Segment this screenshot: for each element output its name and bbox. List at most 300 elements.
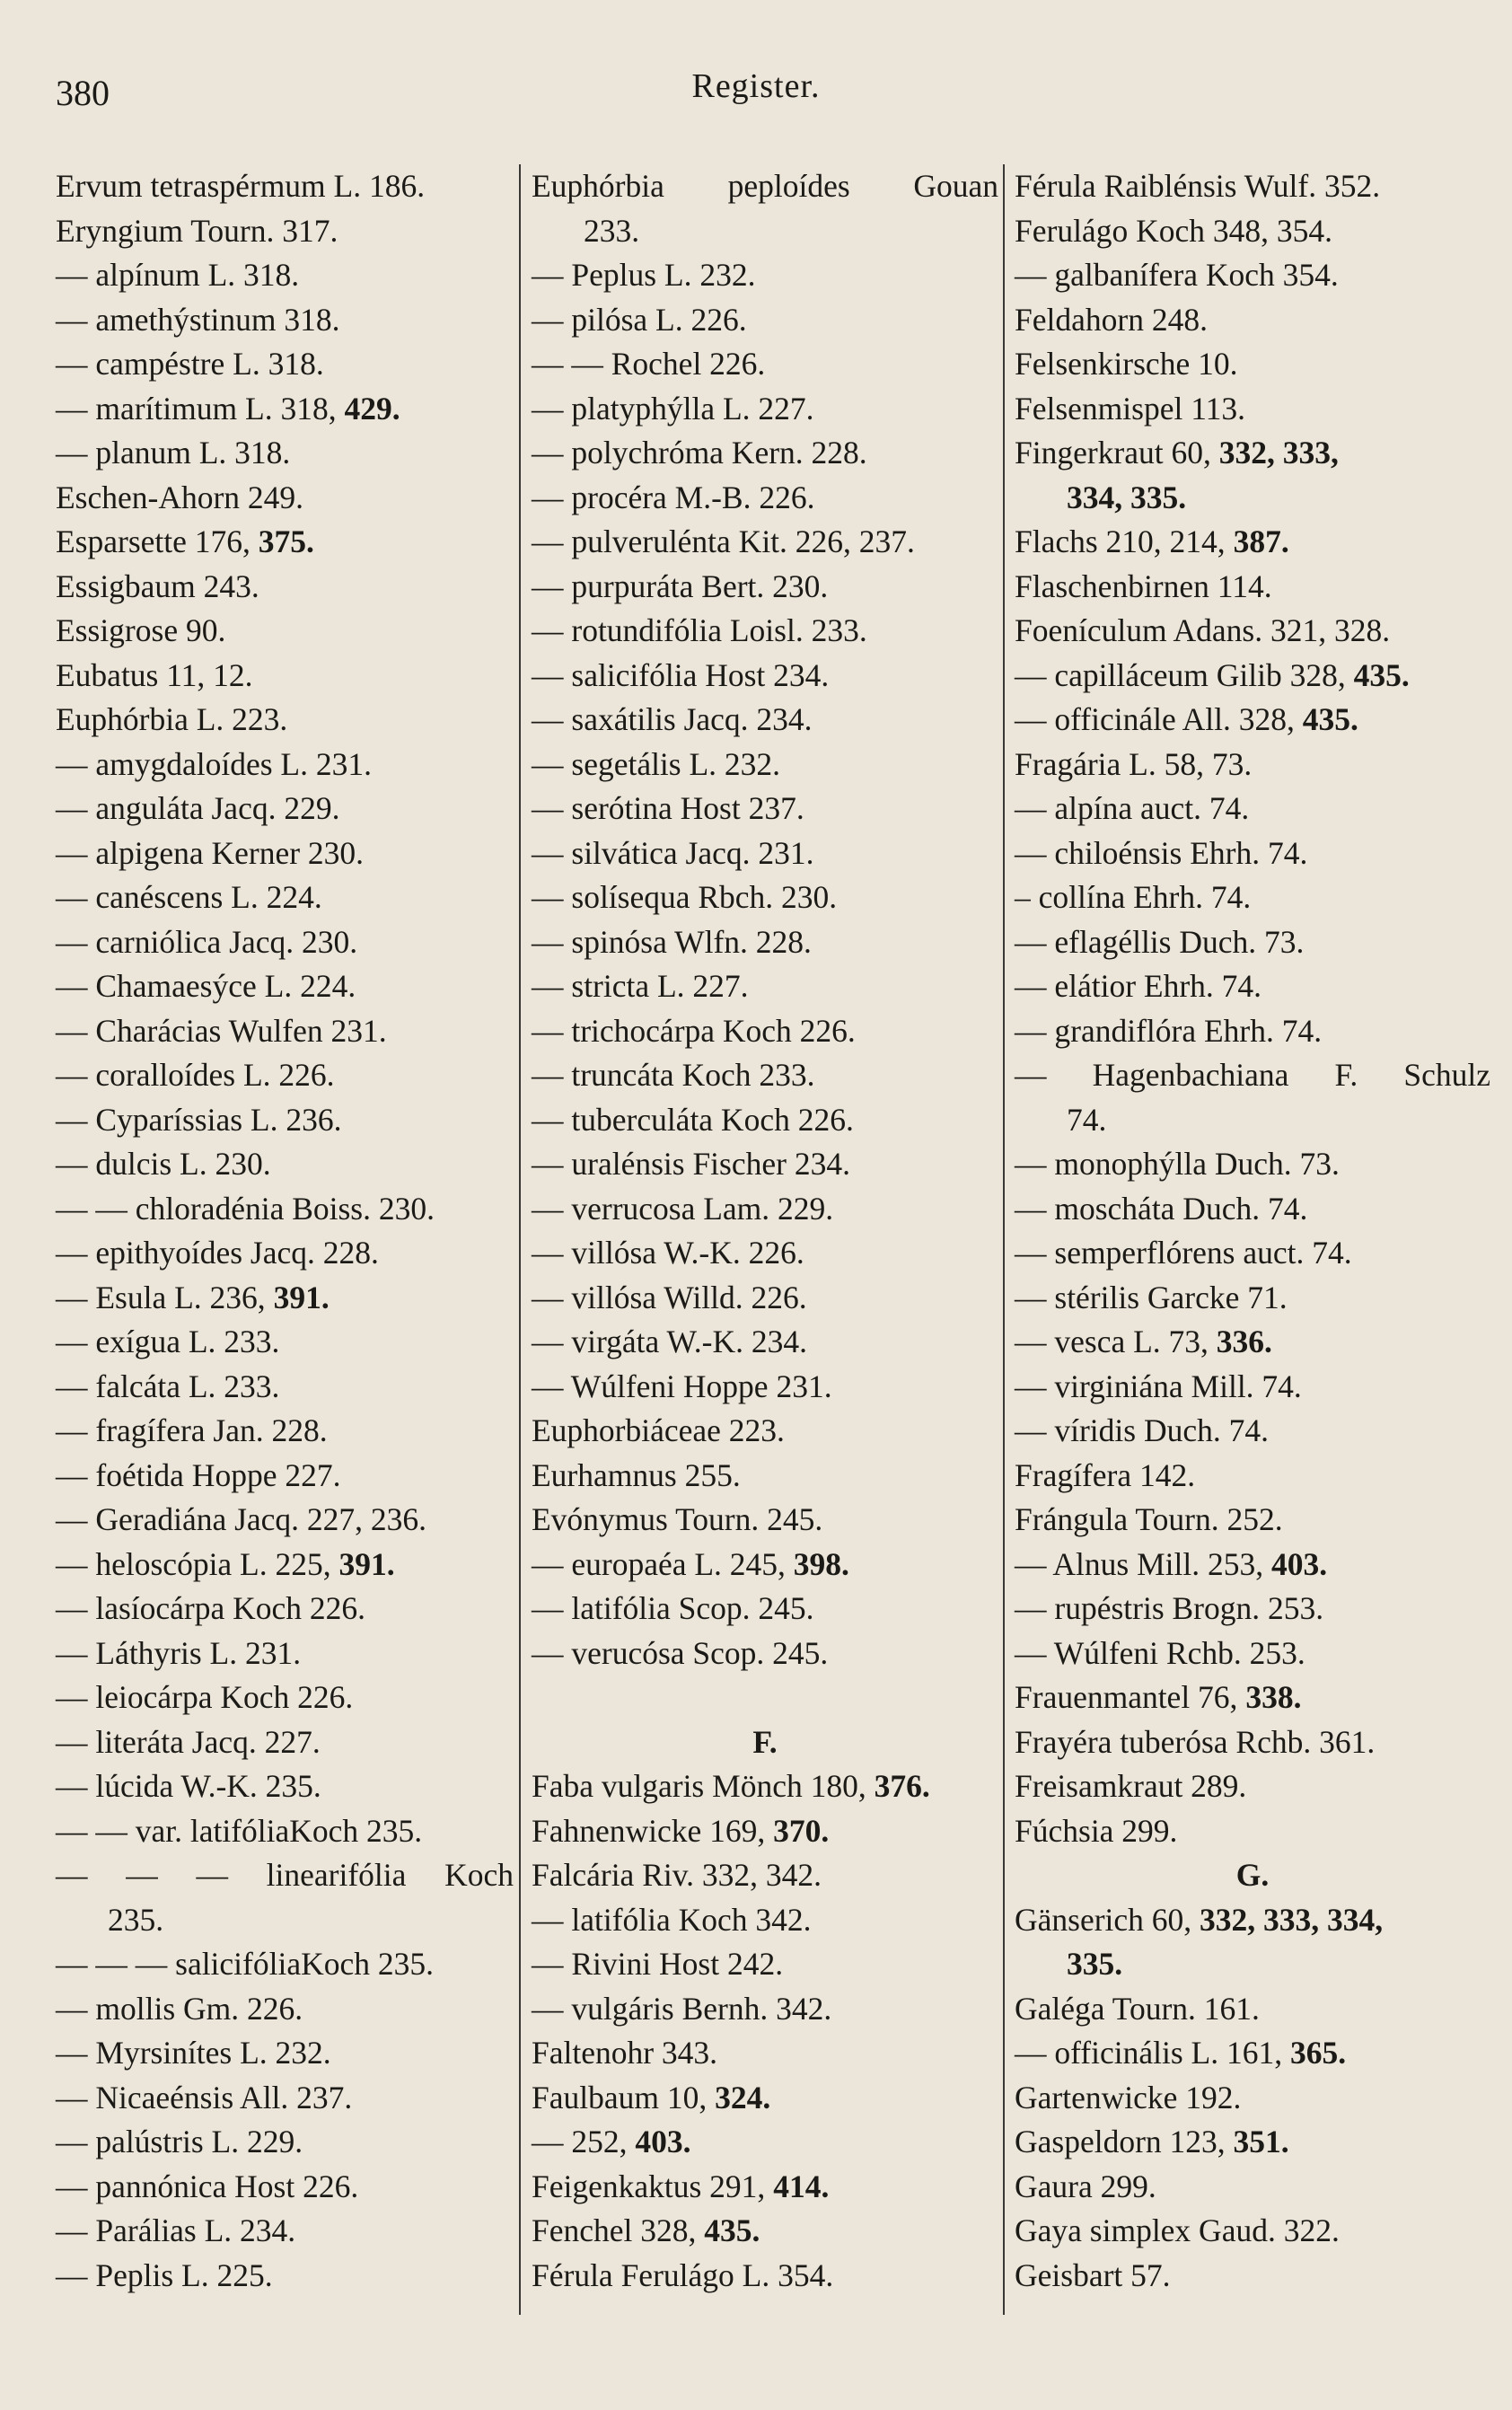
index-entry [532,253,998,298]
index-entry [56,1053,514,1098]
entry-text: Essigrose 90. [56,612,226,648]
index-entry [56,1676,514,1720]
entry-text: Eryngium Tourn. 317. [56,212,338,249]
index-entry [56,520,514,565]
index-entry [532,2165,998,2210]
main-page-ref: 376. [874,1768,930,1804]
entry-text: — amethýstinum 318. [56,301,340,338]
entry-text: — Parálias L. 234. [56,2212,296,2248]
entry-text: — literáta Jacq. 227. [56,1723,321,1760]
index-entry [1015,964,1490,1009]
main-page-ref: 435. [1302,701,1358,737]
entry-text: Gartenwicke 192. [1015,2079,1242,2115]
entry-text: — Rivini Host 242. [532,1946,784,1982]
entry-text: Esparsette 176, [56,523,259,559]
entry-text: — virgáta W.-K. 234. [532,1324,807,1359]
entry-text: — chiloénsis Ehrh. 74. [1015,834,1308,871]
index-entry [1015,1764,1490,1809]
index-entry [56,1942,514,1987]
index-entry [56,1809,514,1854]
index-entry [1015,1409,1490,1454]
index-entry [1015,875,1490,920]
index-entry [532,787,998,831]
index-entry [56,2209,514,2254]
entry-text: Fingerkraut 60, [1015,435,1219,471]
index-entry [532,164,998,209]
index-entry [532,831,998,876]
index-entry [1015,2165,1490,2210]
main-page-ref: 375. [258,523,314,559]
index-entry [1015,831,1490,876]
entry-text: — — Rochel 226. [532,346,766,382]
index-entry [1015,164,1490,209]
entry-text: — 252, [532,2124,636,2159]
entry-text: — latifólia Koch 342. [532,1901,812,1938]
entry-text: Gaspeldorn 123, [1015,2124,1234,2159]
index-entry [56,1498,514,1543]
index-entry [532,920,998,965]
entry-text: — carniólica Jacq. 230. [56,923,358,960]
index-column-3 [1015,164,1490,2298]
entry-text: — foétida Hoppe 227. [56,1456,341,1493]
entry-text: Fahnenwicke 169, [532,1812,774,1849]
index-entry [1015,2076,1490,2121]
index-entry [532,387,998,432]
main-page-ref: 338. [1245,1679,1302,1715]
index-entry [532,1409,998,1454]
index-entry [1015,387,1490,432]
entry-text: — segetális L. 232. [532,745,781,782]
entry-text: — trichocárpa Koch 226. [532,1012,856,1049]
entry-text: — officinále All. 328, [1015,701,1303,737]
entry-text: — villósa W.-K. 226. [532,1235,804,1271]
entry-text: — canéscens L. 224. [56,879,322,915]
main-page-ref: 351. [1233,2124,1289,2159]
index-entry [1015,431,1490,476]
entry-text: — platyphýlla L. 227. [532,390,814,427]
main-page-ref: 334, 335. [1067,479,1187,515]
index-entry [56,1098,514,1143]
entry-text: — Myrsinítes L. 232. [56,2035,331,2071]
index-entry [56,1853,514,1898]
entry-text: — pannónica Host 226. [56,2168,359,2204]
entry-text: Eschen-Ahorn 249. [56,479,304,515]
index-entry [1015,2031,1490,2076]
entry-text: — Esula L. 236, [56,1279,274,1315]
index-entry [532,1942,998,1987]
entry-text: — europaéa L. 245, [532,1545,794,1582]
entry-text: — anguláta Jacq. 229. [56,790,340,826]
index-entry [1015,1720,1490,1765]
entry-text: Ferulágo Koch 348, 354. [1015,212,1332,249]
index-entry [532,1187,998,1232]
entry-text: Evónymus Tourn. 245. [532,1501,823,1537]
entry-text: — saxátilis Jacq. 234. [532,701,813,737]
index-entry [56,431,514,476]
entry-text: — villósa Willd. 226. [532,1279,807,1315]
entry-text: — — var. latifóliaKoch 235. [56,1812,423,1849]
entry-text: — coralloídes L. 226. [56,1057,335,1093]
main-page-ref: 332, 333, 334, [1200,1901,1384,1938]
index-entry [1015,476,1490,521]
index-entry [532,698,998,743]
entry-text: — campéstre L. 318. [56,346,324,382]
entry-text: Fragífera 142. [1015,1456,1196,1493]
entry-text: — officinális L. 161, [1015,2035,1290,2071]
entry-text: Euphórbia L. 223. [56,701,288,737]
entry-text: Flaschenbirnen 114. [1015,567,1272,604]
index-entry [56,1987,514,2032]
entry-text: Geisbart 57. [1015,2256,1171,2293]
index-entry [1015,298,1490,343]
entry-text: — stricta L. 227. [532,968,749,1004]
index-entry [56,1187,514,1232]
entry-text: Fragária L. 58, 73. [1015,745,1253,782]
index-entry [532,875,998,920]
entry-text: — vulgáris Bernh. 342. [532,1990,832,2027]
entry-text: — heloscópia L. 225, [56,1545,339,1582]
index-entry [56,387,514,432]
index-entry [56,1587,514,1632]
index-entry [532,1053,998,1098]
page-number: 380 [56,73,110,113]
entry-text: — monophýlla Duch. 73. [1015,1146,1340,1182]
index-entry [56,476,514,521]
index-entry [1015,1320,1490,1365]
index-entry [56,253,514,298]
section-letter [532,1676,998,1764]
index-entry [1015,654,1490,699]
entry-text: — uralénsis Fischer 234. [532,1146,850,1182]
index-entry [56,1409,514,1454]
entry-text: 233. [584,212,640,249]
entry-text: – collína Ehrh. 74. [1015,879,1252,915]
entry-text: — grandiflóra Ehrh. 74. [1015,1012,1323,1049]
index-entry [532,2120,998,2165]
index-column-2 [532,164,998,2298]
index-entry [56,164,514,209]
index-entry [532,654,998,699]
entry-text: Felsenmispel 113. [1015,390,1246,427]
entry-text: — Láthyris L. 231. [56,1634,302,1671]
entry-text: — tuberculáta Koch 226. [532,1101,854,1138]
entry-text: — Alnus Mill. 253, [1015,1545,1272,1582]
main-page-ref: 335. [1067,1946,1123,1982]
index-entry [532,520,998,565]
entry-text: Ervum tetraspérmum L. 186. [56,168,426,204]
entry-text: — Geradiána Jacq. 227, 236. [56,1501,427,1537]
index-entry [56,964,514,1009]
index-entry [1015,1365,1490,1410]
index-entry [532,431,998,476]
index-entry [56,298,514,343]
index-entry [532,298,998,343]
index-entry [1015,1187,1490,1232]
index-entry [56,1276,514,1321]
entry-text: — polychróma Kern. 228. [532,435,867,471]
index-entry [1015,1543,1490,1588]
entry-text: Gaya simplex Gaud. 322. [1015,2212,1340,2248]
entry-text: — Cyparíssias L. 236. [56,1101,342,1138]
entry-text: Faltenohr 343. [532,2035,718,2071]
entry-text: — semperflórens auct. 74. [1015,1235,1352,1271]
entry-text: Feigenkaktus 291, [532,2168,774,2204]
entry-text: — virginiána Mill. 74. [1015,1368,1302,1404]
entry-text: — Peplus L. 232. [532,257,756,293]
entry-text: — silvática Jacq. 231. [532,834,814,871]
index-entry [532,1320,998,1365]
entry-text: — exígua L. 233. [56,1324,280,1359]
index-entry [532,964,998,1009]
main-page-ref: 429. [344,390,400,427]
index-entry [56,1632,514,1676]
index-entry [532,2076,998,2121]
index-entry [1015,1098,1490,1143]
index-entry [56,1720,514,1765]
entry-text: — purpuráta Bert. 230. [532,567,829,604]
index-entry [532,476,998,521]
entry-text: — solísequa Rbch. 230. [532,879,838,915]
index-entry [56,698,514,743]
main-page-ref: 324. [715,2079,771,2115]
entry-text: Frángula Tourn. 252. [1015,1501,1283,1537]
entry-text: — galbanífera Koch 354. [1015,257,1339,293]
entry-text: — Chamaesýce L. 224. [56,968,356,1004]
main-page-ref: 336. [1216,1324,1272,1359]
index-entry [1015,1898,1490,1943]
index-entry [532,1764,998,1809]
column-divider [1003,164,1005,2315]
index-entry [532,609,998,654]
entry-text: Essigbaum 243. [56,567,259,604]
index-entry [532,1142,998,1187]
entry-text: — salicifólia Host 234. [532,656,830,693]
main-page-ref: 370. [773,1812,830,1849]
entry-text: Eubatus 11, 12. [56,656,253,693]
entry-text: Felsenkirsche 10. [1015,346,1238,382]
entry-text: — Charácias Wulfen 231. [56,1012,387,1049]
main-page-ref: 414. [773,2168,830,2204]
index-entry [56,1365,514,1410]
entry-text: — eflagéllis Duch. 73. [1015,923,1305,960]
main-page-ref: 403. [635,2124,691,2159]
entry-text: — palústris L. 229. [56,2124,303,2159]
entry-text: — Wúlfeni Hoppe 231. [532,1368,832,1404]
main-page-ref: 398. [793,1545,849,1582]
index-entry [56,1898,514,1943]
index-entry [532,1809,998,1854]
main-page-ref: 332, 333, [1218,435,1339,471]
entry-text: — leiocárpa Koch 226. [56,1679,354,1715]
index-entry [1015,1676,1490,1720]
entry-text: Freisamkraut 289. [1015,1768,1247,1804]
index-entry [56,1009,514,1054]
main-page-ref: 403. [1271,1545,1328,1582]
entry-text: — rupéstris Brogn. 253. [1015,1590,1324,1626]
index-entry [532,1587,998,1632]
index-entry [56,2120,514,2165]
index-entry [532,2031,998,2076]
index-entry [532,1276,998,1321]
entry-text: F. [752,1724,778,1760]
index-entry [532,1498,998,1543]
entry-text: — pulverulénta Kit. 226, 237. [532,523,915,559]
entry-text: — — — salicifóliaKoch 235. [56,1946,434,1982]
entry-text: — planum L. 318. [56,435,291,471]
entry-text: Euphórbia peploídes Gouan [532,168,998,204]
entry-text: — elátior Ehrh. 74. [1015,968,1262,1004]
entry-text: Euphorbiáceae 223. [532,1412,785,1448]
index-entry [532,209,998,254]
entry-text: Fúchsia 299. [1015,1812,1178,1849]
index-entry [1015,342,1490,387]
index-entry [532,1009,998,1054]
index-entry [532,1898,998,1943]
index-entry [532,743,998,787]
entry-text: — pilósa L. 226. [532,301,747,338]
index-entry [1015,1142,1490,1187]
section-letter [1015,1853,1490,1898]
entry-text: Foenículum Adans. 321, 328. [1015,612,1391,648]
index-entry [532,2254,998,2299]
index-entry [56,1764,514,1809]
index-entry [1015,1231,1490,1276]
entry-text: Faulbaum 10, [532,2079,716,2115]
index-entry [56,654,514,699]
index-entry [1015,1276,1490,1321]
index-column-1 [56,164,514,2298]
index-entry [1015,609,1490,654]
index-entry [1015,1009,1490,1054]
index-entry [56,875,514,920]
index-entry [56,831,514,876]
entry-text: — amygdaloídes L. 231. [56,745,372,782]
index-entry [1015,253,1490,298]
entry-text: — marítimum L. 318, [56,390,345,427]
running-header: Register. [691,67,821,105]
entry-text: — spinósa Wlfn. 228. [532,923,812,960]
entry-text: Gänserich 60, [1015,1901,1200,1938]
index-entry [56,1231,514,1276]
entry-text: 235. [108,1901,164,1938]
entry-text: — alpigena Kerner 230. [56,834,365,871]
entry-text: Falcária Riv. 332, 342. [532,1857,822,1893]
entry-text: — stérilis Garcke 71. [1015,1279,1288,1315]
index-entry [1015,565,1490,610]
index-entry [56,1454,514,1499]
index-entry [1015,2209,1490,2254]
index-entry [1015,1053,1490,1098]
entry-text: Flachs 210, 214, [1015,523,1234,559]
index-entry [532,565,998,610]
entry-text: — vesca L. 73, [1015,1324,1217,1359]
entry-text: Frauenmantel 76, [1015,1679,1246,1715]
index-entry [532,1632,998,1676]
entry-text: — moscháta Duch. 74. [1015,1190,1308,1227]
entry-text: — rotundifólia Loisl. 233. [532,612,867,648]
index-entry [56,1142,514,1187]
entry-text: — verrucosa Lam. 229. [532,1190,834,1227]
index-entry [532,1853,998,1898]
index-entry [1015,1632,1490,1676]
index-entry [1015,1498,1490,1543]
index-entry [1015,743,1490,787]
entry-text: Gaura 299. [1015,2168,1156,2204]
index-entry [532,1365,998,1410]
index-entry [56,1543,514,1588]
entry-text: Eurhamnus 255. [532,1456,741,1493]
entry-text: — Nicaeénsis All. 237. [56,2079,353,2115]
index-entry [56,2031,514,2076]
entry-text: Frayéra tuberósa Rchb. 361. [1015,1723,1376,1760]
index-entry [532,1098,998,1143]
index-entry [532,1543,998,1588]
entry-text: G. [1235,1857,1270,1893]
main-page-ref: 365. [1289,2035,1347,2071]
entry-text: — falcáta L. 233. [56,1368,280,1404]
entry-text: — capilláceum Gilib 328, [1015,656,1354,693]
entry-text: Férula Ferulágo L. 354. [532,2256,834,2293]
index-entry [532,1987,998,2032]
entry-text: Férula Raiblénsis Wulf. 352. [1015,168,1381,204]
index-entry [56,1320,514,1365]
column-divider [519,164,521,2315]
entry-text: — Wúlfeni Rchb. 253. [1015,1634,1305,1671]
entry-text: — epithyoídes Jacq. 228. [56,1235,379,1271]
index-entry [1015,1587,1490,1632]
entry-text: — alpína auct. 74. [1015,790,1250,826]
entry-text: — latifólia Scop. 245. [532,1590,814,1626]
entry-text: — alpínum L. 318. [56,257,300,293]
entry-text: — — — linearifólia Koch [56,1857,514,1893]
index-entry [532,1231,998,1276]
index-entry [56,609,514,654]
index-entry [1015,520,1490,565]
index-entry [1015,1454,1490,1499]
index-entry [1015,698,1490,743]
index-entry [1015,209,1490,254]
index-entry [1015,1942,1490,1987]
index-entry [56,2165,514,2210]
main-page-ref: 391. [338,1545,395,1582]
main-page-ref: 391. [273,1279,330,1315]
entry-text: — truncáta Koch 233. [532,1057,815,1093]
entry-text: — serótina Host 237. [532,790,804,826]
entry-text: — verucósa Scop. 245. [532,1634,829,1671]
index-entry [1015,2120,1490,2165]
entry-text: — lúcida W.-K. 235. [56,1768,321,1804]
main-page-ref: 435. [1353,656,1410,693]
entry-text: Galéga Tourn. 161. [1015,1990,1260,2027]
entry-text: 74. [1067,1101,1107,1138]
index-entry [1015,2254,1490,2299]
entry-text: — víridis Duch. 74. [1015,1412,1269,1448]
entry-text: Feldahorn 248. [1015,301,1208,338]
index-entry [56,565,514,610]
index-entry [56,743,514,787]
entry-text: Faba vulgaris Mönch 180, [532,1768,875,1804]
main-page-ref: 387. [1233,523,1289,559]
entry-text: — procéra M.-B. 226. [532,479,815,515]
index-entry [532,1454,998,1499]
index-entry [56,2254,514,2299]
index-entry [532,2209,998,2254]
index-entry [532,342,998,387]
index-entry [56,2076,514,2121]
entry-text: — mollis Gm. 226. [56,1990,303,2027]
index-entry [1015,1987,1490,2032]
entry-text: — Hagenbachiana F. Schulz [1015,1057,1490,1093]
